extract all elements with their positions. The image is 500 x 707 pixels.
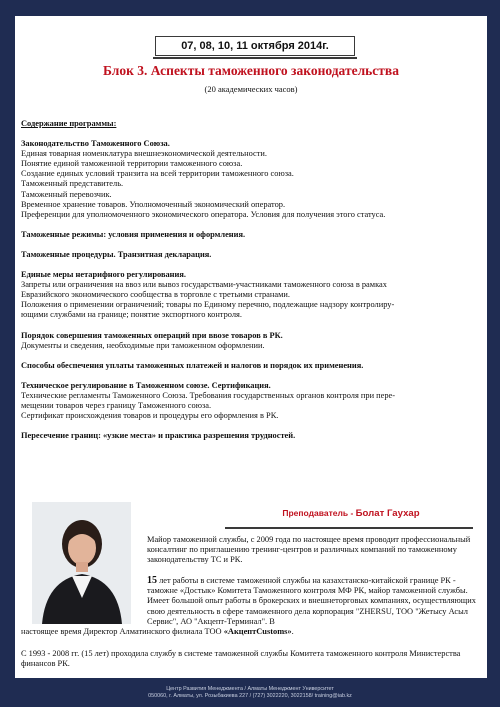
years-number: 15	[147, 575, 157, 586]
experience-text: лет работы в системе таможенной службы на казахстанско-китайской границе РК - таможне «Достык» Комитета Таможенного контроля МФ РК, майор таможенной службы. Имеет большой опыт работы в брокерских и внешнеторговых компаниях, осуществляющих свою деятельность в сфере таможенного дела корпорация "ZHERSU, ТОО "Жетысу Асыл Сервис", АО "Акцепт-Терминал". В	[147, 576, 476, 626]
person-photo-icon	[32, 502, 131, 624]
teacher-bio-experience	[147, 576, 479, 627]
company-name: «АкцептCustoms»	[223, 627, 292, 636]
list-item: Таможенный представитель.	[21, 179, 124, 189]
list-item: Сертификат происхождения товаров и процедуры его оформления в РК.	[21, 411, 279, 421]
program-heading: Содержание программы:	[21, 119, 117, 128]
section-title: Пересечение границ: «узкие места» и практика разрешения трудностей.	[21, 431, 296, 441]
teacher-bio-service: С 1993 - 2008 гг. (15 лет) проходила службу в системе таможенной службы Комитета таможенного контроля Министерства финансов РК.	[21, 649, 461, 669]
program-content	[21, 119, 477, 441]
teacher-bio-intro: Майор таможенной службы, с 2009 года по настоящее время проводит профессиональный консалтинг по приглашению тренинг-центров и различных компаний по таможенному законодательству ТС и РК.	[147, 535, 471, 565]
section-title: Единые меры нетарифного регулирования.	[21, 270, 186, 280]
footer-address: 050060, г. Алматы, ул. Розыбакиева 227 / (727) 3022220, 3022158/ training@iab.kz	[148, 693, 352, 699]
section-title: Таможенные режимы: условия применения и оформления.	[21, 229, 246, 239]
teacher-prefix: Преподаватель -	[282, 508, 356, 518]
list-item: Таможенный перевозчик.	[21, 189, 112, 199]
list-item: Единая товарная номенклатура внешнеэкономической деятельности.	[21, 149, 267, 159]
section-title: Законодательство Таможенного Союза.	[21, 139, 170, 149]
date-box: 07, 08, 10, 11 октября 2014г.	[155, 36, 355, 56]
list-item: Положения о применении ограничений; товары по Единому перечню, подлежащие надзору контролиру-	[21, 300, 395, 310]
block-title: Блок 3. Аспекты таможенного законодательства	[103, 63, 399, 78]
list-item: Запреты или ограничения на ввоз или вывоз государствами-участниками таможенного союза в рамках	[21, 280, 387, 290]
section-title: Способы обеспечения уплаты таможенных платежей и налогов и порядок их применения.	[21, 360, 364, 370]
list-item: Создание единых условий транзита на всей территории таможенного союза.	[21, 169, 294, 179]
top-frame	[0, 0, 500, 16]
section-title: Техническое регулирование в Таможенном союзе. Сертификация.	[21, 380, 271, 390]
list-item: Документы и сведения, необходимые при таможенном оформлении.	[21, 340, 265, 350]
teacher-bio-current	[21, 627, 479, 637]
list-item: Технические регламенты Таможенного Союза. Требования государственных органов контроля при пере-	[21, 390, 396, 400]
teacher-underline	[225, 527, 473, 529]
section-title: Порядок совершения таможенных операций при ввозе товаров в РК.	[21, 330, 283, 340]
list-item: Временное хранение товаров. Уполномоченный экономический оператор.	[21, 199, 286, 209]
current-position-text: настоящее время Директор Алматинского филиала ТОО	[21, 627, 224, 636]
list-item: ющими службами на границе; понятие экспортного контроля.	[21, 310, 242, 320]
list-item: Евразийского экономического сообщества в торговле с третьими странами.	[21, 290, 290, 300]
list-item: мещении товаров через границу Таможенного союза.	[21, 400, 212, 410]
footer	[0, 678, 500, 707]
list-item: Преференции для уполномоченного экономического оператора. Условия для получения этого статуса.	[21, 209, 386, 219]
document-page	[15, 16, 487, 678]
current-position-end: .	[291, 627, 294, 636]
section-title: Таможенные процедуры. Транзитная декларация.	[21, 249, 212, 259]
left-frame	[0, 0, 15, 707]
teacher-photo	[32, 502, 131, 624]
right-frame	[487, 0, 500, 707]
hours-note: (20 академических часов)	[204, 84, 298, 94]
footer-org: Центр Развития Менеджмента / Алматы Менеджмент Университет	[166, 686, 334, 692]
teacher-name: Болат Гаухар	[355, 508, 420, 519]
teacher-heading	[231, 508, 471, 519]
list-item: Понятие единой таможенной территории таможенного союза.	[21, 159, 243, 169]
